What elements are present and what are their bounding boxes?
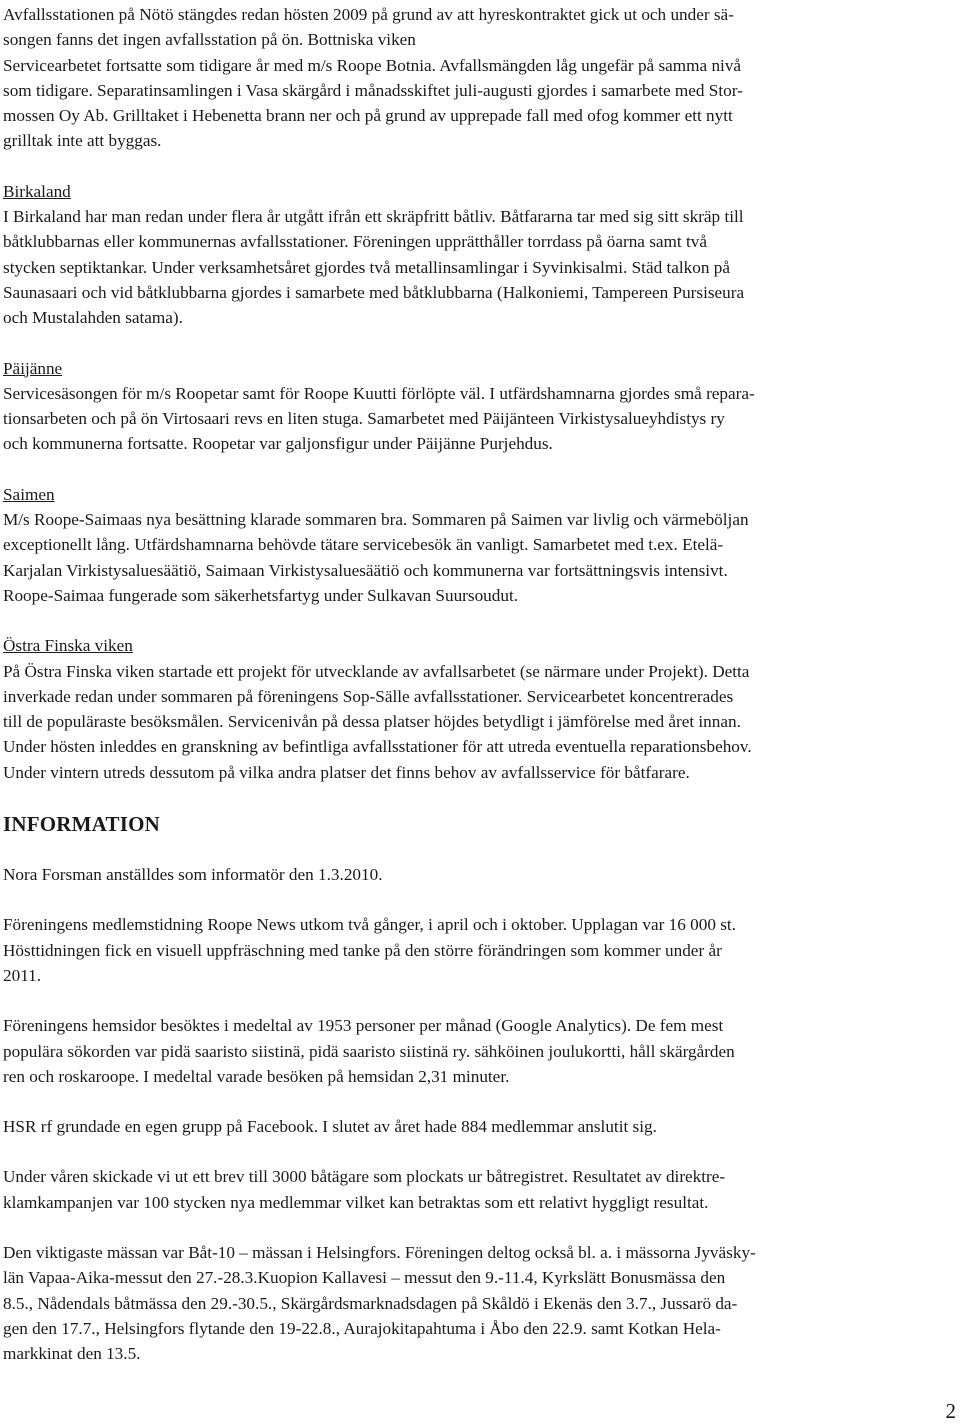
section-paijanne [3,356,951,457]
section-birkaland [3,179,951,331]
section-ostra-finska-viken [3,633,951,785]
text-line: mossen Oy Ab. Grilltaket i Hebenetta brann ner och på grund av upprepade fall med ofog kommer ett nytt [3,106,733,126]
text-line: gen den 17.7., Helsingfors flytande den 19-22.8., Aurajokitapahtuma i Åbo den 22.9. samt Kotkan Hela- [3,1318,721,1338]
page-number: 2 [945,1399,956,1423]
text-line: inverkade redan under sommaren på föreningens Sop-Sälle avfallsstationer. Servicearbetet koncentrerades [3,686,734,706]
text-line: och kommunerna fortsatte. Roopetar var galjonsfigur under Päijänne Purjehdus. [3,434,553,454]
text-line: exceptionellt lång. Utfärdshamnarna behövde tätare servicebesök än vanligt. Samarbetet med t.ex. Etelä- [3,535,724,555]
text-line: Den viktigaste mässan var Båt-10 – mässan i Helsingfors. Föreningen deltog också bl. a. i mässorna Jyväsky- [3,1242,756,1262]
section-heading: Saimen [3,484,55,504]
text-line: grilltak inte att byggas. [3,131,162,151]
text-line: stycken septiktankar. Under verksamhetsåret gjordes två metallinsamlingar i Syvinkisalmi. Städ talkon på [3,257,730,277]
text-line: tionsarbeten och på ön Virtosaari revs en liten stuga. Samarbetet med Päijänteen Virkistysalueyhdistys ry [3,409,725,429]
text-line: och Mustalahden satama). [3,308,183,328]
text-line: ren och roskaroope. I medeltal varade besöken på hemsidan 2,31 minuter. [3,1066,510,1086]
text-line: 2011. [3,965,42,985]
section-heading: Birkaland [3,181,71,201]
text-line: Karjalan Virkistysaluesäätiö, Saimaan Virkistysaluesäätiö och kommunerna var fortsättningsvis intensivt. [3,560,728,580]
text-line: 8.5., Nådendals båtmässa den 29.-30.5., Skärgårdsmarknadsdagen på Skåldö i Ekenäs den 3.7., Jussarö da- [3,1293,738,1313]
text-line: Roope-Saimaa fungerade som säkerhetsfartyg under Sulkavan Suursoudut. [3,585,519,605]
section-information [3,810,951,1366]
text-line: som tidigare. Separatinsamlingen i Vasa skärgård i månadsskiftet juli-augusti gjordes i samarbete med Stor- [3,80,743,100]
text-line: Saunasaari och vid båtklubbarna gjordes i samarbete med båtklubbarna (Halkoniemi, Tampereen Pursiseura [3,282,745,302]
text-line: songen fanns det ingen avfallsstation på ön. Bottniska viken [3,30,416,50]
text-line: populära sökorden var pidä saaristo siistinä, pidä saaristo siistinä ry. sähköinen joulukortti, håll skärgården [3,1041,735,1061]
text-line: Servicearbetet fortsatte som tidigare år med m/s Roope Botnia. Avfallsmängden låg ungefär på samma nivå [3,55,742,75]
section-heading: Östra Finska viken [3,636,133,656]
text-line: HSR rf grundade en egen grupp på Facebook. I slutet av året hade 884 medlemmar anslutit sig. [3,1117,657,1137]
text-line: Under vintern utreds dessutom på vilka andra platser det finns behov av avfallsservice för båtfarare. [3,762,690,782]
text-line: till de populäraste besöksmålen. Servicenivån på dessa platser höjdes betydligt i jämförelse med året innan. [3,712,741,732]
information-heading: INFORMATION [3,812,160,837]
text-line: Under hösten inleddes en granskning av befintliga avfallsstationer för att utreda eventuella reparationsbehov. [3,737,752,757]
section-heading: Päijänne [3,358,63,378]
text-line: I Birkaland har man redan under flera år utgått ifrån ett skräpfritt båtliv. Båtfararna tar med sig sitt skräp till [3,207,744,227]
text-line: På Östra Finska viken startade ett projekt för utvecklande av avfallsarbetet (se närmare under Projekt). Detta [3,661,750,681]
text-line: Servicesäsongen för m/s Roopetar samt för Roope Kuutti förlöpte väl. I utfärdshamnarna gjordes små repara- [3,383,755,403]
text-line: Nora Forsman anställdes som informatör den 1.3.2010. [3,865,383,885]
text-line: län Vapaa-Aika-messut den 27.-28.3.Kuopion Kallavesi – messut den 9.-11.4, Kyrkslätt Bonusmässa den [3,1268,726,1288]
text-line: M/s Roope-Saimaas nya besättning klarade sommaren bra. Sommaren på Saimen var livlig och värmeböljan [3,510,749,530]
text-line: Föreningens medlemstidning Roope News utkom två gånger, i april och i oktober. Upplagan var 16 000 st. [3,915,736,935]
text-line: markkinat den 13.5. [3,1344,141,1364]
text-line: Föreningens hemsidor besöktes i medeltal av 1953 personer per månad (Google Analytics). De fem mest [3,1016,724,1036]
intro-paragraph [3,2,951,154]
section-saimen [3,482,951,608]
text-line: Avfallsstationen på Nötö stängdes redan hösten 2009 på grund av att hyreskontraktet gick ut och under sä- [3,5,734,24]
text-line: Under våren skickade vi ut ett brev till 3000 båtägare som plockats ur båtregistret. Resultatet av direktre- [3,1167,726,1187]
document-page [3,0,951,1366]
text-line: Hösttidningen fick en visuell uppfräschning med tanke på den större förändringen som kommer under år [3,940,722,960]
text-line: klamkampanjen var 100 stycken nya medlemmar vilket kan betraktas som ett relativt hyggligt resultat. [3,1192,709,1212]
text-line: båtklubbarnas eller kommunernas avfallsstationer. Föreningen upprätthåller torrdass på öarna samt två [3,232,707,252]
